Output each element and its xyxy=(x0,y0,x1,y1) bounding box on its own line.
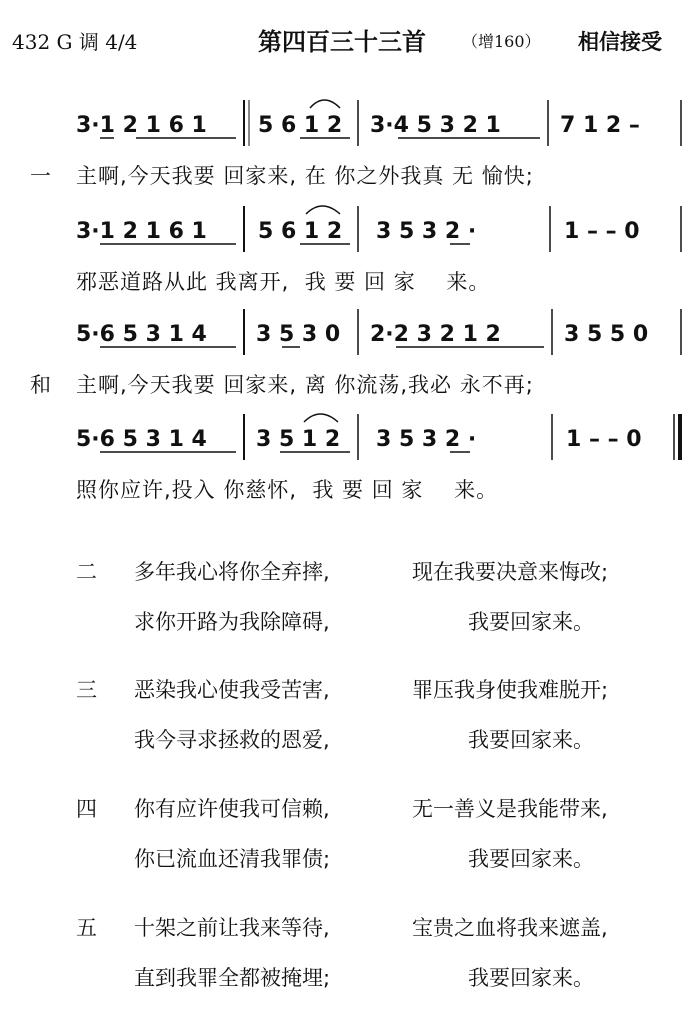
verse-number: 三 xyxy=(76,678,97,702)
lyric-line: 主啊,今天我要 回家来, 离 你流荡,我必 永不再; xyxy=(76,373,534,397)
verse-line: 十架之前让我来等待, xyxy=(134,916,330,940)
score-measure: 5 6 1 2 xyxy=(258,113,343,138)
verse-line: 你已流血还清我罪债; xyxy=(134,847,331,871)
verse-line: 我要回家来。 xyxy=(468,728,594,752)
verse-line: 罪压我身使我难脱开; xyxy=(412,678,609,702)
verse-line: 宝贵之血将我来遮盖, xyxy=(412,916,608,940)
score-row-3 xyxy=(76,309,681,355)
lyric-line: 主啊,今天我要 回家来, 在 你之外我真 无 愉快; xyxy=(76,164,534,188)
verse-block xyxy=(0,793,700,913)
verse-line: 你有应许使我可信赖, xyxy=(134,797,330,821)
score-measure: 3·1 2 1 6 1 xyxy=(76,113,207,138)
hymn-number-key-meter: 432 G 调 4/4 xyxy=(12,30,138,54)
hymn-supplement-number: （增160） xyxy=(462,32,541,51)
score-measure: 2·2 3 2 1 2 xyxy=(370,322,501,347)
verse-block xyxy=(0,556,700,676)
verse-number: 二 xyxy=(76,560,97,584)
score-measure: 5·6 5 3 1 4 xyxy=(76,322,207,347)
verse-line: 我要回家来。 xyxy=(468,847,594,871)
lyric-line: 照你应许,投入 你慈怀, 我 要 回 家 来。 xyxy=(76,478,499,502)
verse-line: 求你开路为我除障碍, xyxy=(134,610,330,634)
verse-line: 直到我罪全都被掩埋; xyxy=(134,966,331,990)
verse-number: 一 xyxy=(30,164,51,188)
verse-line: 多年我心将你全弃摔, xyxy=(134,560,330,584)
score-measure: 3·4 5 3 2 1 xyxy=(370,113,501,138)
verse-block xyxy=(0,912,700,1032)
score-measure: 3·1 2 1 6 1 xyxy=(76,219,207,244)
score-measure: 5 6 1 2 xyxy=(258,219,343,244)
verse-line: 无一善义是我能带来, xyxy=(412,797,608,821)
score-measure: 3 5 3 2 · xyxy=(376,219,477,244)
hymn-title: 第四百三十三首 xyxy=(258,28,426,56)
score-measure: 3 5 1 2 xyxy=(256,427,341,452)
score-measure: 3 5 3 0 xyxy=(256,322,341,347)
score-row-4 xyxy=(76,414,680,460)
verse-line: 我今寻求拯救的恩爱, xyxy=(134,728,330,752)
verse-line: 恶染我心使我受苦害, xyxy=(134,678,330,702)
verse-line: 我要回家来。 xyxy=(468,966,594,990)
chorus-marker: 和 xyxy=(30,373,51,397)
verse-line: 我要回家来。 xyxy=(468,610,594,634)
score-row-1 xyxy=(76,100,681,146)
lyric-line: 邪恶道路从此 我离开, 我 要 回 家 来。 xyxy=(76,270,491,294)
verse-line: 现在我要决意来悔改; xyxy=(412,560,609,584)
verse-block xyxy=(0,674,700,794)
score-measure: 3 5 3 2 · xyxy=(376,427,477,452)
verse-number: 五 xyxy=(76,916,97,940)
hymn-subtitle: 相信接受 xyxy=(578,30,662,54)
score-measure: 1 – – 0 xyxy=(566,427,642,452)
score-measure: 1 – – 0 xyxy=(564,219,640,244)
verse-number: 四 xyxy=(76,797,97,821)
score-row-2 xyxy=(76,206,681,252)
score-measure: 5·6 5 3 1 4 xyxy=(76,427,207,452)
score-measure: 7 1 2 – xyxy=(560,113,640,138)
score-measure: 3 5 5 0 xyxy=(564,322,649,347)
